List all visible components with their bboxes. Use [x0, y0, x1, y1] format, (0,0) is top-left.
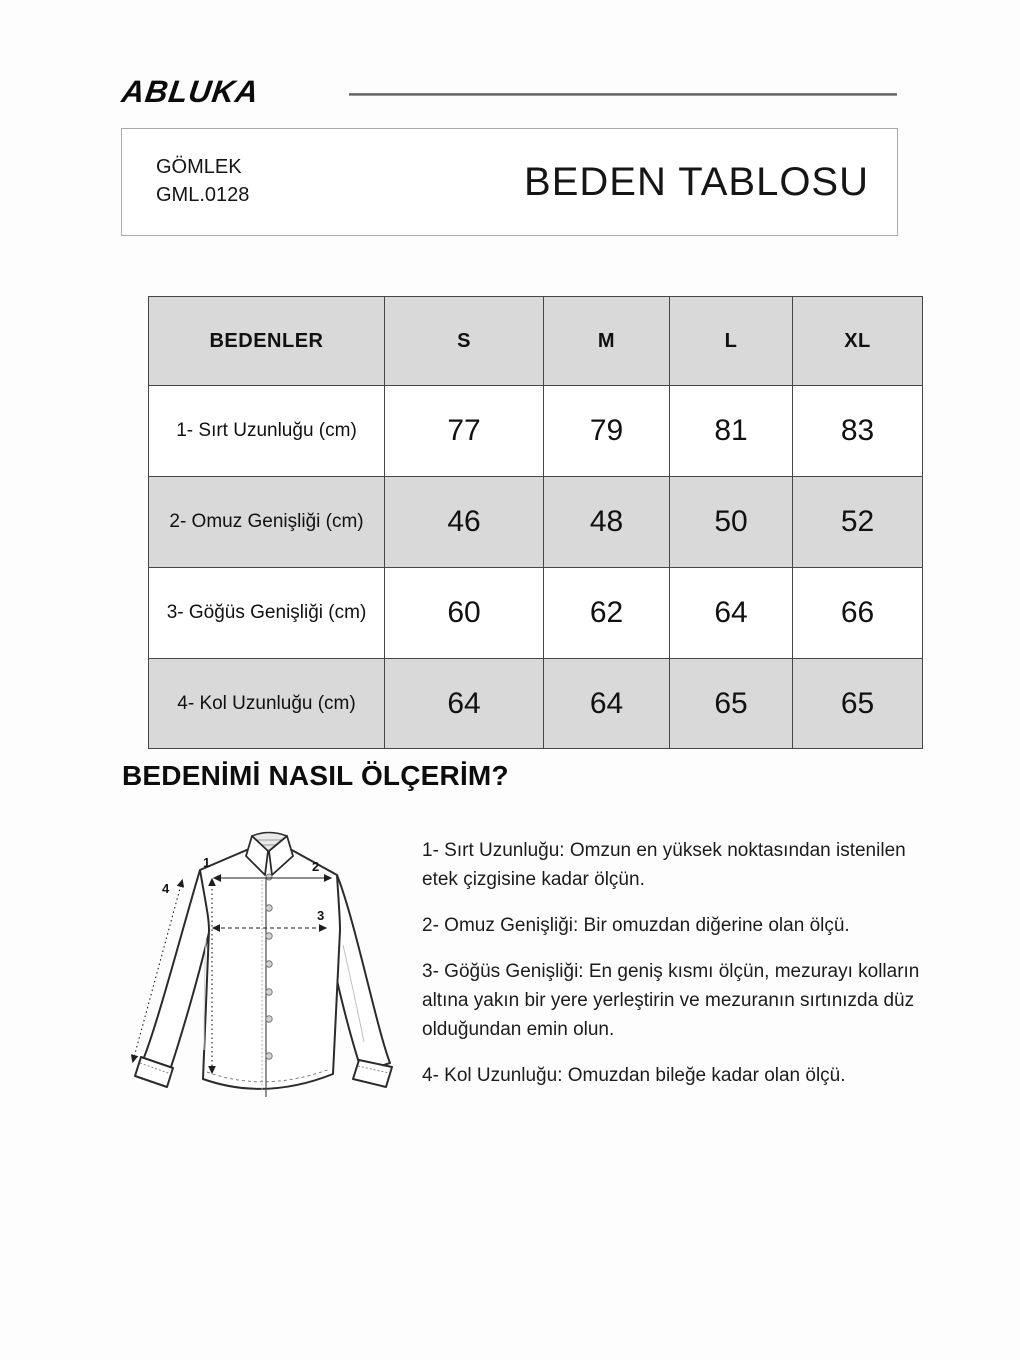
shirt-measurement-diagram — [112, 820, 412, 1112]
table-cell-value: 48 — [544, 477, 670, 568]
table-cell-value: 52 — [793, 477, 923, 568]
table-cell-value: 81 — [670, 386, 793, 477]
instruction-step: 3- Göğüs Genişliği: En geniş kısmı ölçün, mezurayı kolların altına yakın bir yere yerleştirin ve mezuranın sırtınızda düz olduğundan emin olun. — [422, 961, 920, 1040]
instruction-step: 4- Kol Uzunluğu: Omuzdan bileğe kadar olan ölçü. — [422, 1065, 846, 1086]
table-row-label: 3- Göğüs Genişliği (cm) — [149, 568, 385, 659]
table-cell-value: 79 — [544, 386, 670, 477]
table-row-label: 1- Sırt Uzunluğu (cm) — [149, 386, 385, 477]
table-cell-value: 64 — [544, 659, 670, 749]
table-col-header: S — [385, 297, 544, 386]
table-cell-value: 60 — [385, 568, 544, 659]
brand-divider-line — [349, 93, 897, 96]
table-cell-value: 50 — [670, 477, 793, 568]
table-cell-value: 62 — [544, 568, 670, 659]
marker-label-1: 1 — [203, 855, 211, 870]
brand-logo: ABLUKA — [119, 74, 262, 109]
table-row-label: 4- Kol Uzunluğu (cm) — [149, 659, 385, 749]
table-cell-value: 64 — [670, 568, 793, 659]
table-cell-value: 77 — [385, 386, 544, 477]
product-info-box — [121, 128, 898, 236]
table-cell-value: 64 — [385, 659, 544, 749]
table-cell-value: 66 — [793, 568, 923, 659]
table-row — [149, 568, 923, 659]
product-code: GML.0128 — [156, 184, 250, 206]
product-block — [122, 129, 249, 235]
table-col-header: L — [670, 297, 793, 386]
table-col-header: M — [544, 297, 670, 386]
table-col-header: XL — [793, 297, 923, 386]
table-cell-value: 83 — [793, 386, 923, 477]
table-cell-value: 46 — [385, 477, 544, 568]
marker-label-2: 2 — [312, 859, 320, 874]
shirt-left-sleeve — [143, 870, 211, 1070]
table-row — [149, 659, 923, 749]
table-cell-value: 65 — [670, 659, 793, 749]
table-row-label: 2- Omuz Genişliği (cm) — [149, 477, 385, 568]
table-col-header: BEDENLER — [149, 297, 385, 386]
marker-label-3: 3 — [317, 908, 325, 923]
instruction-step: 1- Sırt Uzunluğu: Omzun en yüksek noktasından istenilen etek çizgisine kadar ölçün. — [422, 840, 906, 890]
measurement-instructions — [422, 836, 930, 1107]
table-row — [149, 477, 923, 568]
howto-heading: BEDENİMİ NASIL ÖLÇERİM? — [122, 760, 509, 791]
table-header-row — [149, 297, 923, 386]
table-cell-value: 65 — [793, 659, 923, 749]
sheet-title: BEDEN TABLOSU — [524, 159, 869, 204]
size-table — [148, 296, 923, 749]
table-row — [149, 386, 923, 477]
marker-label-4: 4 — [162, 881, 170, 896]
instruction-step: 2- Omuz Genişliği: Bir omuzdan diğerine olan ölçü. — [422, 915, 850, 936]
product-name: GÖMLEK — [156, 156, 242, 178]
shirt-outline-group — [135, 833, 392, 1098]
